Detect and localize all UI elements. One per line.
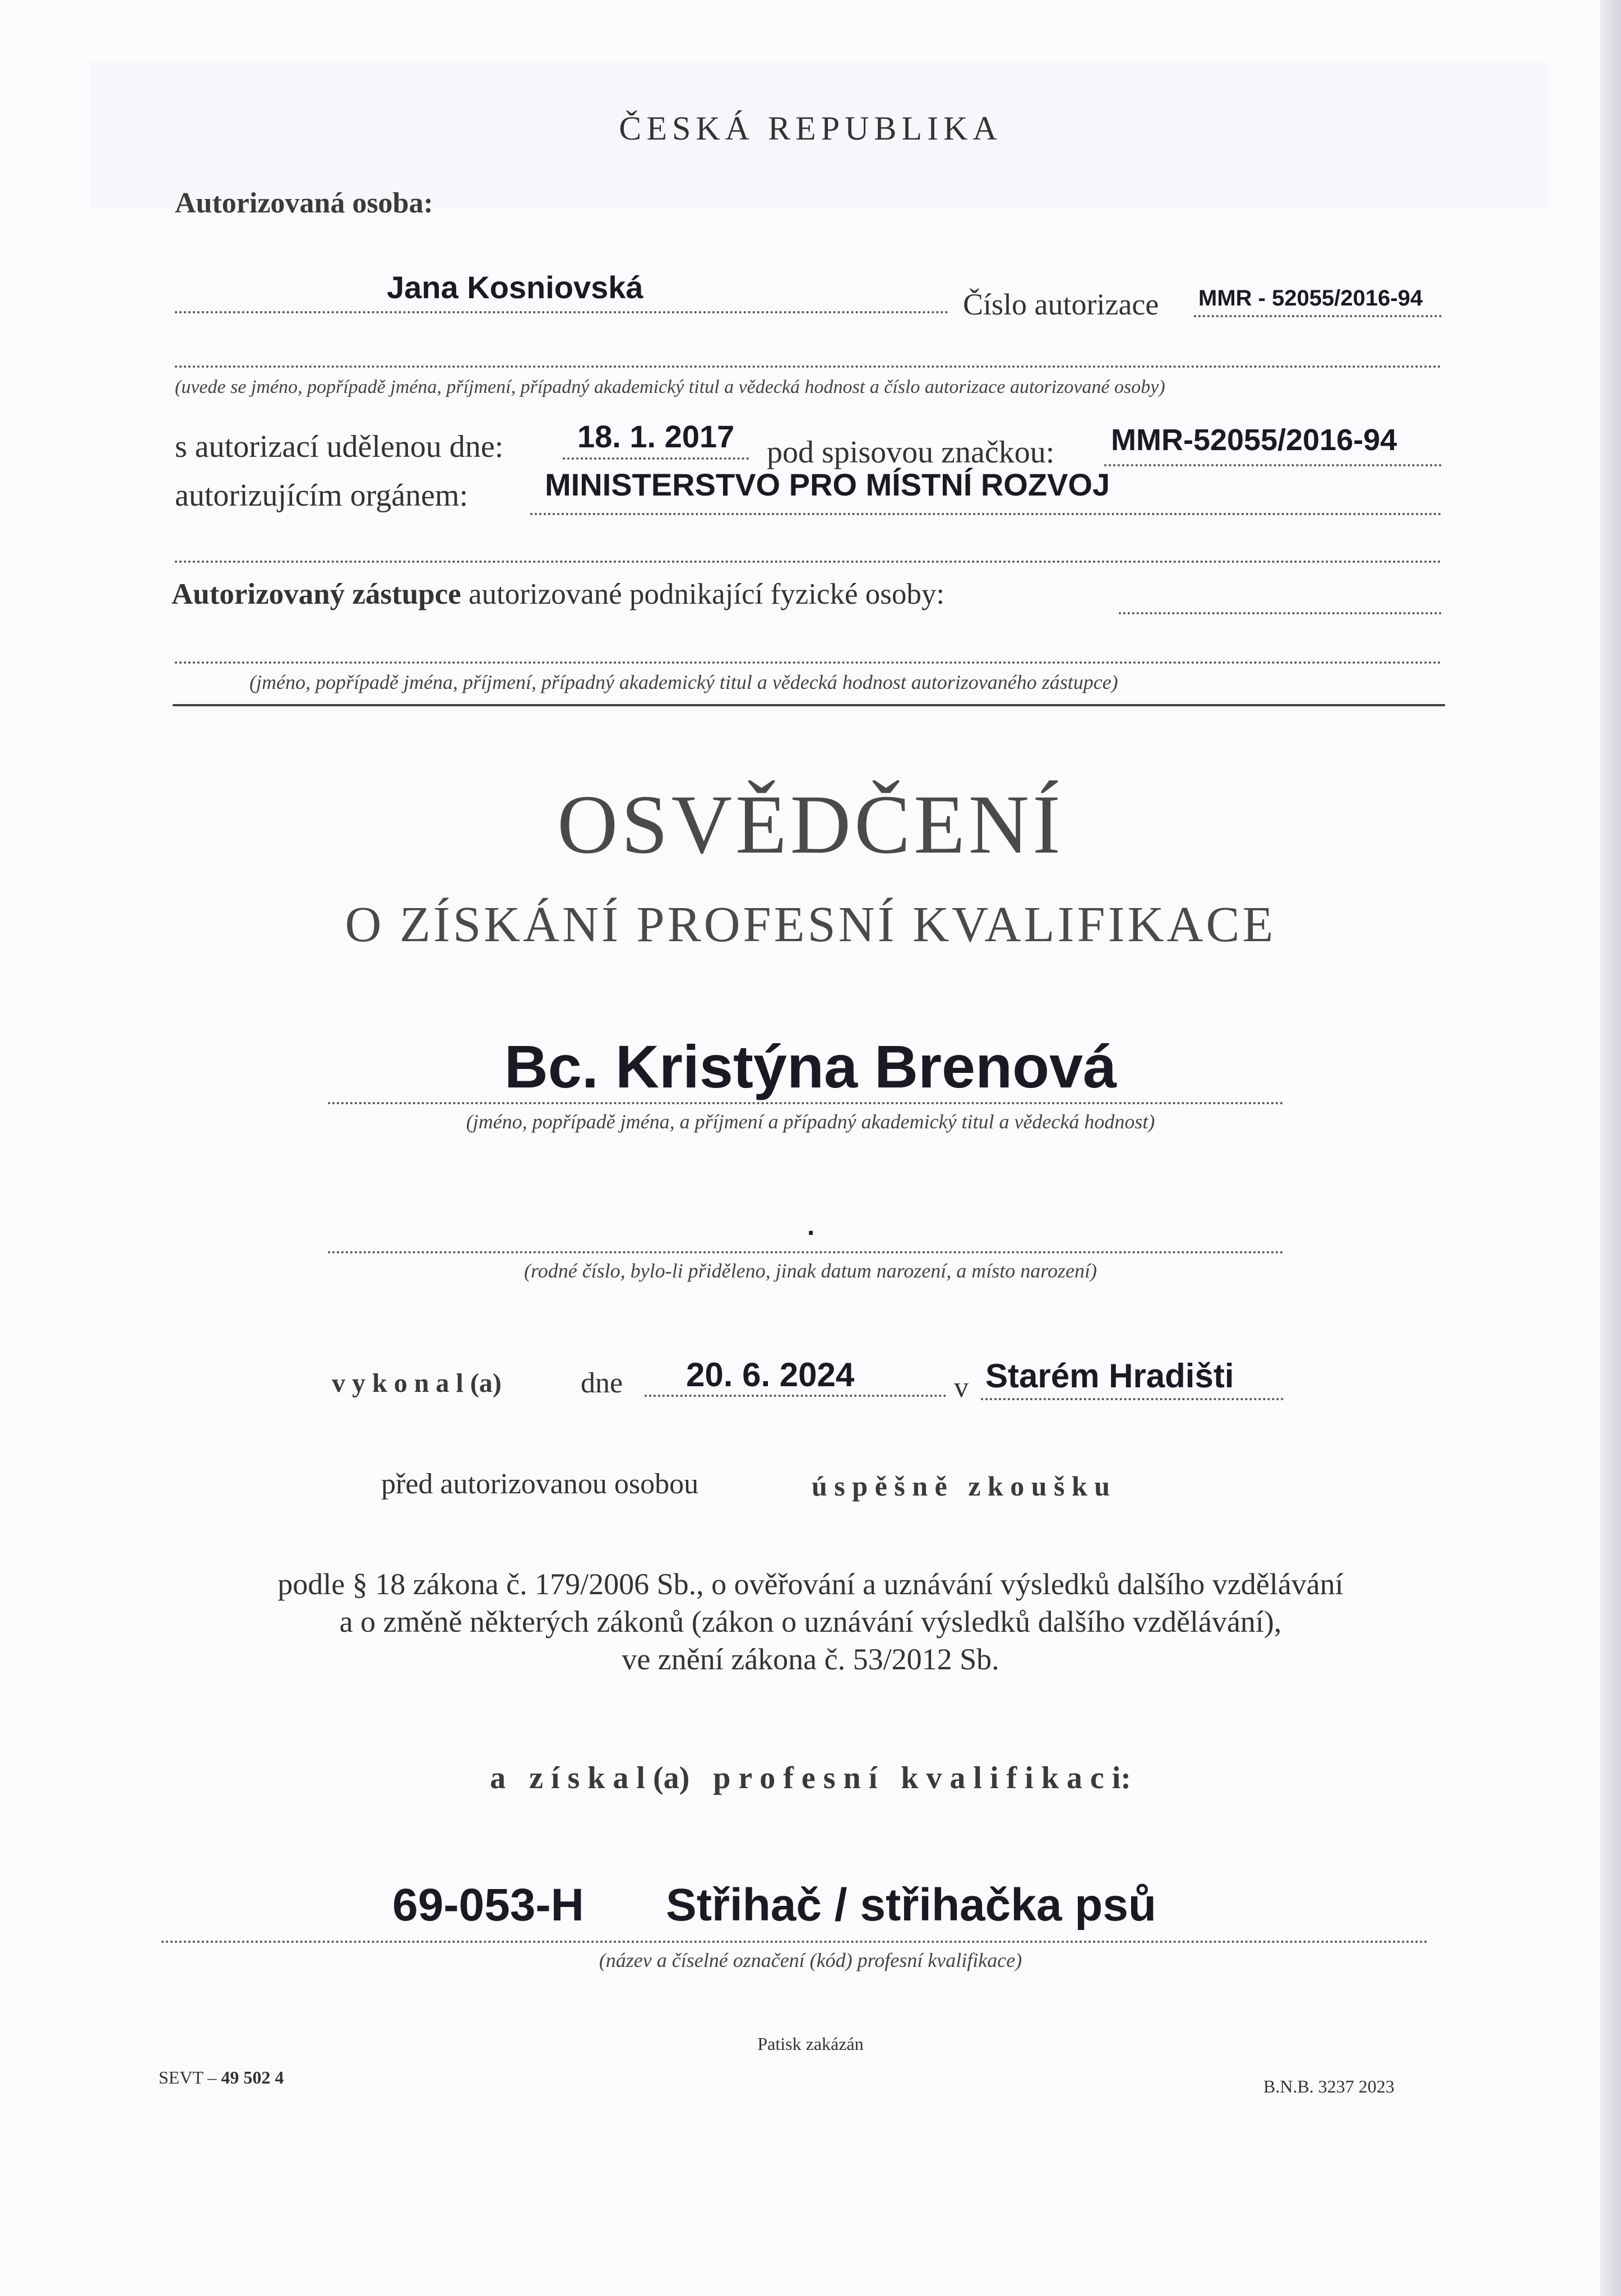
form-code-prefix: SEVT – (159, 2067, 221, 2087)
representative-label-bold: Autorizovaný zástupce (172, 578, 461, 610)
authorized-person-line (175, 311, 948, 313)
note-authorized-person: (uvede se jméno, popřípadě jména, příjmení, případný akademický titul a vědecká hodnost a číslo autorizace autorizované osoby) (175, 377, 1165, 397)
birth-line (328, 1251, 1284, 1253)
printer-mark: B.N.B. 3237 2023 (1263, 2076, 1395, 2096)
country-heading: ČESKÁ REPUBLIKA (619, 110, 1002, 147)
authorized-person-name: Jana Kosniovská (387, 270, 643, 305)
header-divider (173, 704, 1445, 706)
granted-date: 18. 1. 2017 (577, 419, 735, 454)
representative-line-2 (175, 661, 1442, 664)
certificate-subtitle: O ZÍSKÁNÍ PROFESNÍ KVALIFIKACE (345, 897, 1276, 952)
authority-line-2 (175, 561, 1442, 563)
performed-label: v y k o n a l (a) (332, 1368, 502, 1398)
representative-label (172, 577, 944, 611)
date-label: dne (581, 1367, 623, 1399)
authorization-number-line (1194, 315, 1442, 317)
exam-place: Starém Hradišti (985, 1357, 1234, 1395)
authority-name: MINISTERSTVO PRO MÍSTNÍ ROZVOJ (545, 467, 1110, 502)
note-birth: (rodné číslo, bylo-li přiděleno, jinak datum narození, a místo narození) (524, 1260, 1097, 1282)
note-qualification: (název a číselné označení (kód) profesní kvalifikace) (599, 1949, 1022, 1971)
law-text-line-1: podle § 18 zákona č. 179/2006 Sb., o ověřování a uznávání výsledků dalšího vzdělávání (277, 1567, 1344, 1601)
law-text-line-2: a o změně některých zákonů (zákon o uznávání výsledků dalšího vzdělávání), (339, 1605, 1282, 1638)
note-holder-name: (jméno, popřípadě jména, a příjmení a případný akademický titul a vědecká hodnost) (466, 1110, 1155, 1133)
exam-place-line (981, 1398, 1284, 1400)
authority-line (530, 513, 1442, 515)
obtained-label: a z í s k a l (a) p r o f e s n í k v a l i f i k a c i: (490, 1761, 1131, 1795)
law-text-line-3: ve znění zákona č. 53/2012 Sb. (622, 1642, 999, 1676)
granted-date-line (563, 457, 749, 460)
reprint-notice: Patisk zakázán (757, 2034, 864, 2054)
qualification-line (161, 1941, 1428, 1943)
certificate-title: OSVĚDČENÍ (557, 778, 1064, 871)
authority-label: autorizujícím orgánem: (175, 478, 469, 513)
qualification-name: Střihač / střihačka psů (666, 1880, 1157, 1931)
exam-date-line (645, 1395, 946, 1397)
authorization-number: MMR - 52055/2016-94 (1198, 286, 1423, 311)
file-ref-label: pod spisovou značkou: (767, 435, 1055, 470)
qualification-code: 69-053-H (392, 1880, 584, 1931)
note-representative: (jméno, popřípadě jména, příjmení, případný akademický titul a vědecká hodnost autorizovaného zástupce) (249, 671, 1118, 693)
birth-value: . (807, 1211, 815, 1241)
granted-label: s autorizací udělenou dne: (175, 429, 504, 464)
file-ref-line (1104, 464, 1442, 466)
form-code-number: 49 502 4 (221, 2067, 284, 2087)
exam-date: 20. 6. 2024 (686, 1356, 855, 1394)
representative-label-rest: autorizované podnikající fyzické osoby: (468, 578, 945, 610)
authorization-number-label: Číslo autorizace (963, 288, 1159, 321)
authorized-person-line-2 (175, 365, 1442, 368)
form-code (159, 2067, 284, 2088)
holder-name-line (328, 1102, 1284, 1104)
authorized-person-label: Autorizovaná osoba: (175, 187, 433, 219)
holder-name: Bc. Kristýna Brenová (504, 1033, 1117, 1100)
file-ref: MMR-52055/2016-94 (1111, 423, 1397, 457)
representative-line (1119, 612, 1442, 614)
passed-label: ú s p ě š n ě z k o u š k u (812, 1470, 1110, 1502)
before-label: před autorizovanou osobou (381, 1468, 699, 1500)
place-label: v (954, 1372, 969, 1404)
